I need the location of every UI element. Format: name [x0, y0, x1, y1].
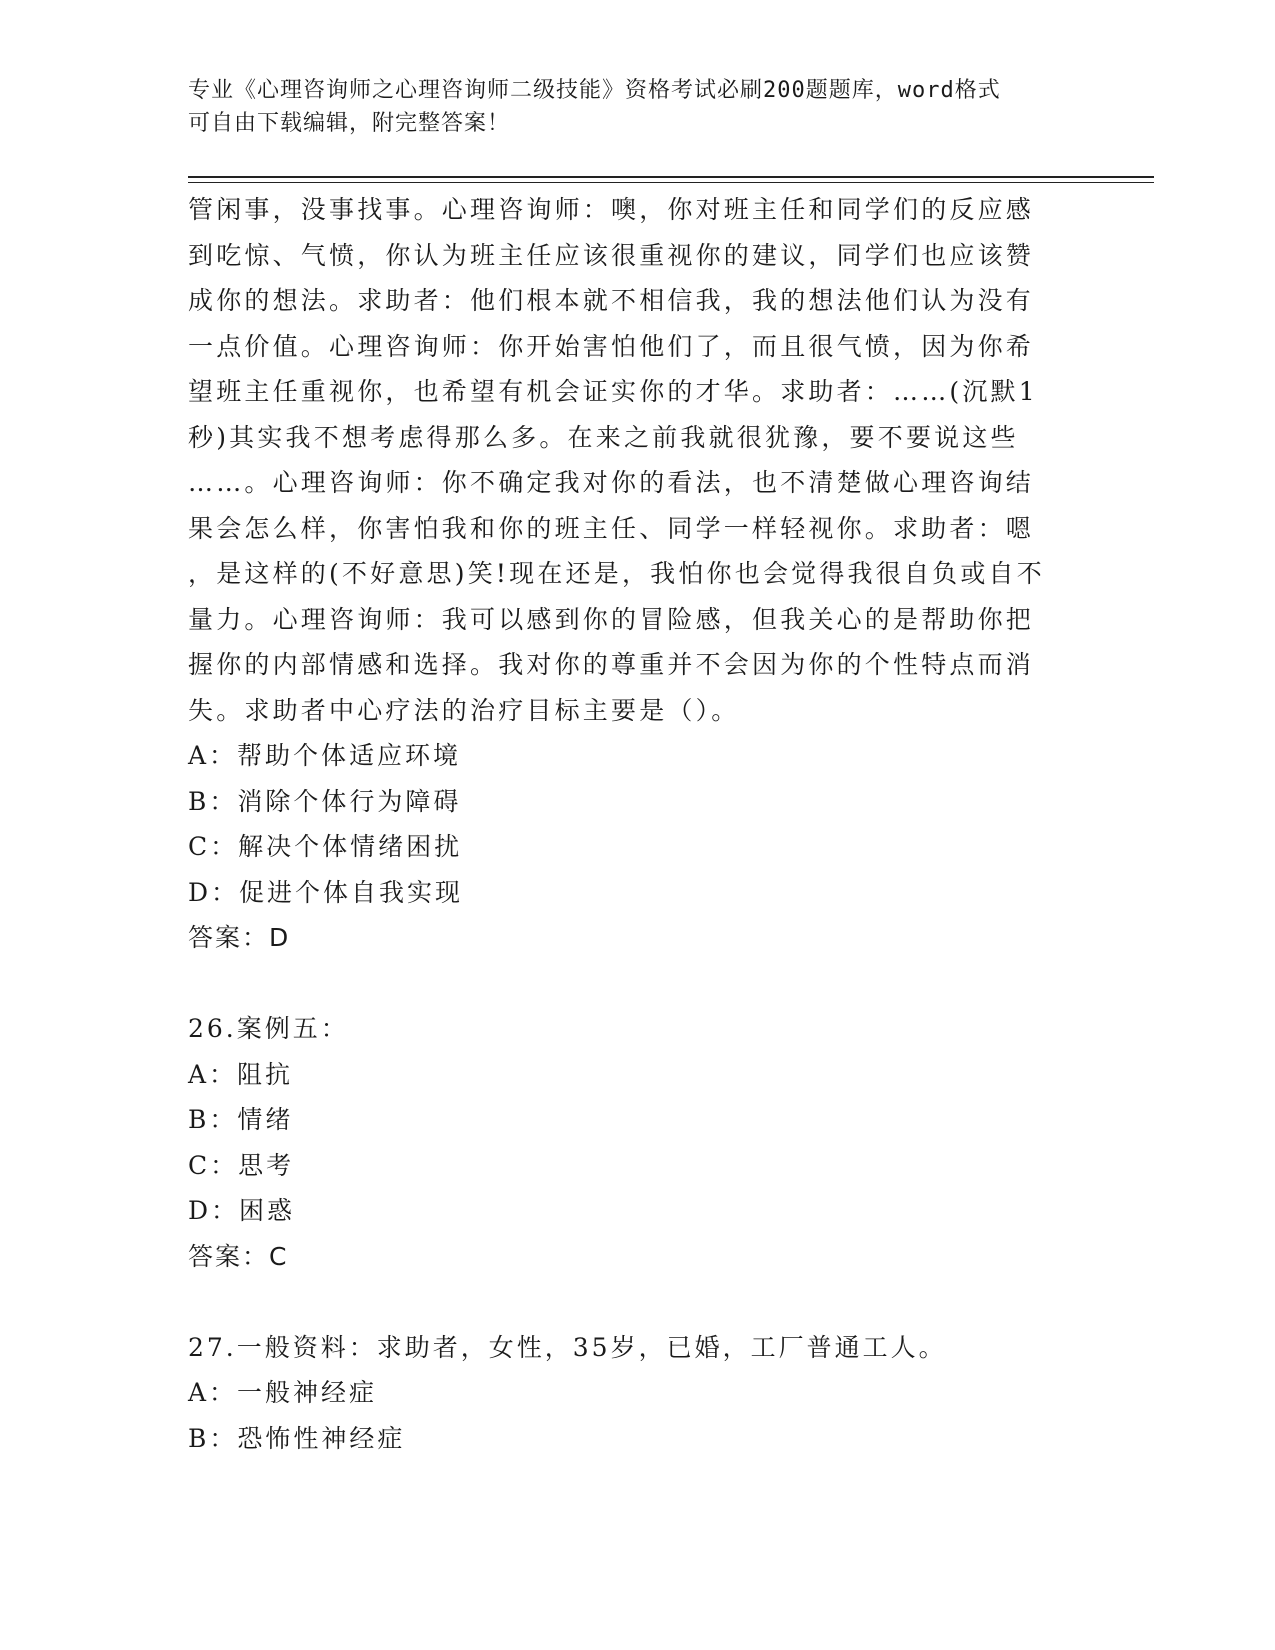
- stem-line: 成你的想法。求助者：他们根本就不相信我，我的想法他们认为没有: [188, 286, 1035, 315]
- option-a: A：帮助个体适应环境: [188, 741, 462, 770]
- question-25-stem: [188, 187, 1088, 733]
- option-b: B：消除个体行为障碍: [188, 786, 462, 816]
- page-header: [188, 74, 1088, 140]
- question-26-stem: 26.案例五：: [188, 1014, 349, 1043]
- stem-line: 量力。心理咨询师：我可以感到你的冒险感，但我关心的是帮助你把: [188, 604, 1035, 634]
- stem-line: 管闲事，没事找事。心理咨询师：噢，你对班主任和同学们的反应感: [188, 195, 1035, 224]
- question-25-answer: 答案：D: [188, 923, 291, 952]
- stem-line: 秒)其实我不想考虑得那么多。在来之前我就很犹豫，要不要说这些: [188, 422, 1019, 452]
- question-26-options: [188, 1052, 1088, 1234]
- document-body: [188, 187, 1088, 1461]
- header-rule-thin: [188, 182, 1154, 183]
- question-25-options: [188, 733, 1088, 915]
- stem-line: 望班主任重视你，也希望有机会证实你的才华。求助者：……(沉默1: [188, 377, 1038, 406]
- stem-line: ……。心理咨询师：你不确定我对你的看法，也不清楚做心理咨询结: [188, 468, 1035, 497]
- stem-line: 果会怎么样，你害怕我和你的班主任、同学一样轻视你。求助者：嗯: [188, 513, 1035, 543]
- option-c: C：思考: [188, 1150, 295, 1180]
- option-d: D：促进个体自我实现: [188, 877, 464, 907]
- header-line-1: 专业《心理咨询师之心理咨询师二级技能》资格考试必刷200题题库，word格式: [188, 78, 1001, 103]
- option-d: D：困惑: [188, 1196, 296, 1225]
- option-a: A：一般神经症: [188, 1378, 378, 1407]
- stem-line: ，是这样的(不好意思)笑!现在还是，我怕你也会觉得我很自负或自不: [188, 559, 1045, 588]
- stem-line: 一点价值。心理咨询师：你开始害怕他们了，而且很气愤，因为你希: [188, 331, 1035, 361]
- question-27-options: [188, 1370, 1088, 1461]
- header-line-2: 可自由下载编辑，附完整答案！: [188, 111, 511, 136]
- option-b: B：恐怖性神经症: [188, 1423, 406, 1453]
- option-c: C：解决个体情绪困扰: [188, 832, 463, 861]
- spacer: [188, 1279, 1088, 1325]
- header-rule-thick: [188, 176, 1154, 178]
- option-b: B：情绪: [188, 1105, 294, 1134]
- spacer: [188, 961, 1088, 1007]
- question-26-answer: 答案：C: [188, 1241, 289, 1271]
- question-27-stem: 27.一般资料：求助者，女性，35岁，已婚，工厂普通工人。: [188, 1332, 947, 1362]
- stem-line: 握你的内部情感和选择。我对你的尊重并不会因为你的个性特点而消: [188, 650, 1035, 679]
- option-a: A：阻抗: [188, 1059, 294, 1089]
- stem-line: 失。求助者中心疗法的治疗目标主要是（）。: [188, 695, 740, 725]
- stem-line: 到吃惊、气愤，你认为班主任应该很重视你的建议，同学们也应该赞: [188, 240, 1035, 270]
